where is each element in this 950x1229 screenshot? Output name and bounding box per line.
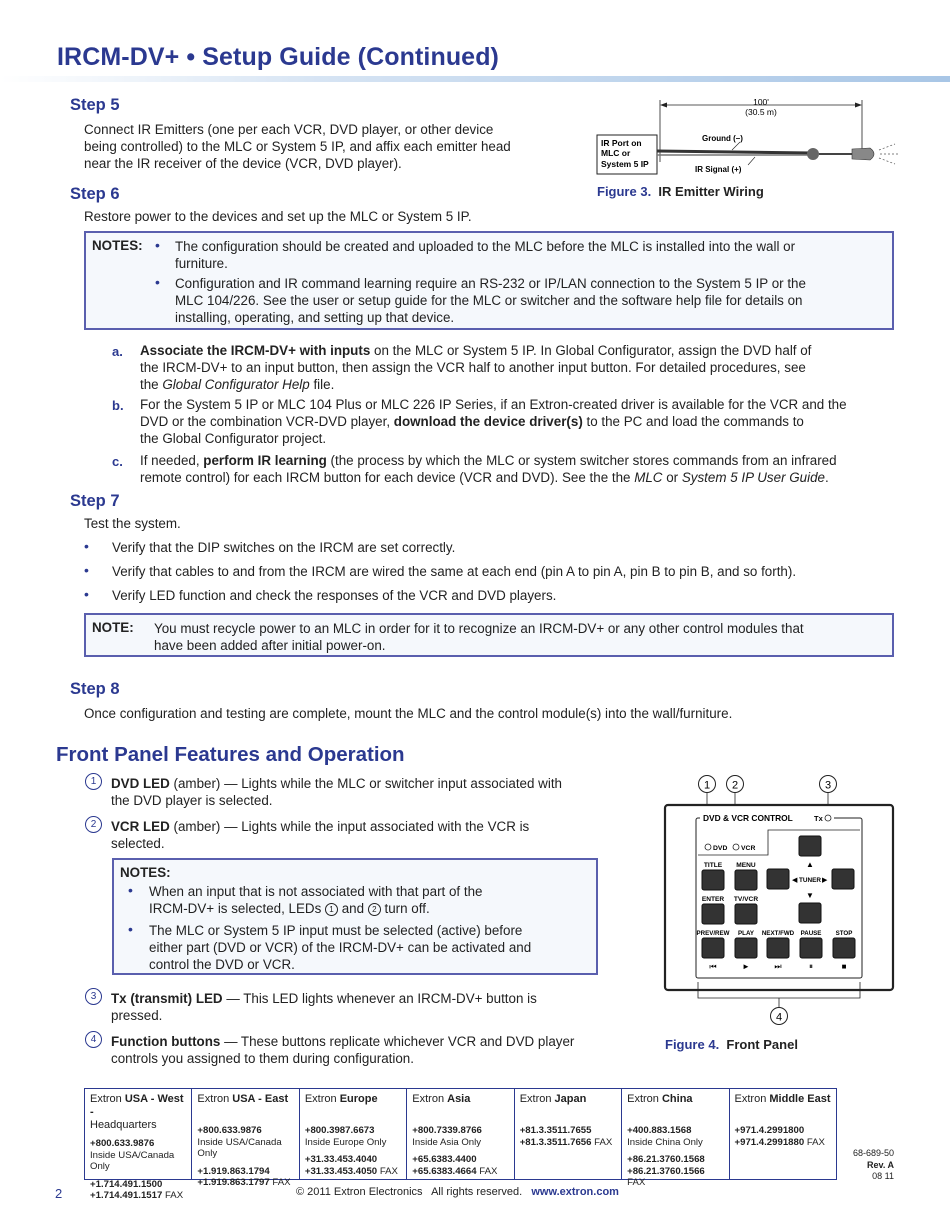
fax-label: FAX [627, 1177, 646, 1188]
step6-heading: Step 6 [70, 185, 120, 203]
item4-line: controls you assigned to them during configuration. [111, 1051, 414, 1066]
note-line: MLC 104/226. See the user or setup guide for the MLC or switcher and the software help file for details on [175, 293, 803, 308]
note-line: installing, operating, and setting up that device. [175, 310, 455, 325]
office-fax: +1.714.491.1517 [90, 1190, 163, 1201]
substep-a-line: the IRCM-DV+ to an input button, then assign the VCR half to another input button. For detailed procedures, see [140, 360, 806, 375]
item4-text [111, 1033, 574, 1067]
substep-b-text [140, 396, 847, 447]
note-line: The configuration should be created and uploaded to the MLC before the MLC is installed into the wall or [175, 239, 796, 254]
ir-signal-label: IR Signal (+) [695, 165, 742, 174]
front-notes-box [112, 858, 598, 975]
step5-text [84, 121, 511, 172]
item3-text [111, 990, 537, 1024]
step6-text: Restore power to the devices and set up the MLC or System 5 IP. [84, 209, 472, 224]
fax-label: FAX [594, 1136, 613, 1148]
front-note-line: IRCM-DV+ is selected, LEDs [149, 901, 325, 916]
figure4-caption-text: Front Panel [726, 1037, 798, 1052]
item1-line: (amber) — Lights while the MLC or switcher input associated with [169, 776, 562, 791]
office-name [520, 1093, 616, 1119]
note-line: Configuration and IR command learning require an RS-232 or IP/LAN connection to the System 5 IP or the [175, 276, 806, 291]
item2-text [111, 818, 529, 852]
substep-c-text [140, 452, 837, 486]
callout-1-label: 1 [703, 779, 711, 792]
up-arrow-icon: ▲ [806, 860, 814, 869]
prev-rew-button[interactable] [702, 938, 724, 958]
office-name [305, 1093, 401, 1119]
revision-date: 08 11 [872, 1171, 894, 1181]
office-sub: Headquarters [90, 1119, 157, 1131]
callout-1-inline-icon: 1 [325, 903, 338, 916]
office-name [735, 1093, 831, 1119]
bullet-icon: • [155, 237, 160, 253]
office-brand: Extron [627, 1093, 659, 1105]
figure4-caption [665, 1037, 798, 1052]
office-region: Japan [554, 1093, 587, 1105]
tuner-up-button[interactable] [799, 836, 821, 856]
tuner-label: TUNER [798, 877, 822, 884]
copyright [296, 1186, 619, 1198]
office-phone: +400.883.1568 [627, 1125, 692, 1136]
right-arrow-icon: ▶ [822, 877, 828, 884]
next-fwd-button[interactable] [767, 938, 789, 958]
office-region: Europe [339, 1093, 378, 1105]
substep-c-line: remote control) for each IRCM button for each device (VCR and DVD). See the the [140, 470, 635, 485]
distance-metric-label: (30.5 m) [745, 107, 777, 117]
office-phone: +65.6383.4400 [412, 1154, 477, 1165]
office-phone: +31.33.453.4040 [304, 1154, 378, 1165]
office-column [407, 1089, 514, 1179]
front-panel-heading: Front Panel Features and Operation [56, 743, 405, 766]
step7-intro: Test the system. [84, 516, 181, 531]
item3-line: — This LED lights whenever an IRCM-DV+ button is [222, 991, 537, 1006]
step5-line: being controlled) to the MLC or System 5 IP, and affix each emitter head [84, 139, 511, 154]
front-note-line: The MLC or System 5 IP input must be selected (active) before [149, 923, 523, 938]
step8-heading: Step 8 [70, 680, 120, 698]
step7-bullet: Verify LED function and check the responses of the VCR and DVD players. [112, 588, 557, 603]
substep-b-bold: download the device driver(s) [393, 414, 583, 429]
office-phone: +86.21.3760.1568 [627, 1154, 705, 1165]
front-note-item [149, 883, 482, 917]
substep-c-line: (the process by which the MLC or system switcher stores commands from an infrared [326, 453, 837, 468]
bullet-icon: • [84, 538, 89, 554]
substep-a-letter: a. [112, 344, 123, 359]
pause-icon: ⏸ [809, 962, 813, 971]
btn-label: PREV/REW [696, 930, 730, 937]
office-fax: +65.6383.4664 [412, 1165, 477, 1177]
doc-number: 68-689-50 [852, 1148, 894, 1158]
bullet-icon: • [84, 562, 89, 578]
item3-bold: Tx (transmit) LED [111, 991, 223, 1006]
copyright-text: © 2011 Extron Electronics All rights reserved. [296, 1186, 523, 1198]
vcr-led-icon [733, 844, 739, 850]
emitter-bulb-icon [807, 148, 819, 160]
step5-line: near the IR receiver of the device (VCR, DVD player). [84, 156, 402, 171]
figure3-caption-text: IR Emitter Wiring [658, 184, 764, 199]
tx-label: Tx [814, 814, 823, 823]
title-rule [0, 76, 950, 82]
office-name [90, 1093, 186, 1132]
office-phone: +81.3.3511.7655 [519, 1125, 592, 1136]
office-column [622, 1089, 729, 1188]
substep-a-line: the [140, 377, 163, 392]
note-item [175, 238, 795, 272]
substep-a-italic: Global Configurator Help [162, 377, 310, 392]
callout-2-inline-icon: 2 [368, 903, 381, 916]
note-line: furniture. [175, 256, 228, 271]
step7-heading: Step 7 [70, 492, 120, 510]
note-text [154, 620, 804, 654]
figure3-caption-label: Figure 3. [597, 184, 652, 199]
office-column [515, 1089, 622, 1179]
office-region: Middle East [769, 1093, 831, 1105]
office-phone-note: Inside USA/Canada Only [90, 1149, 175, 1172]
btn-label: PAUSE [800, 930, 822, 937]
office-region: Asia [447, 1093, 471, 1105]
item2-line: selected. [111, 836, 165, 851]
step7-bullet: Verify that the DIP switches on the IRCM are set correctly. [112, 540, 456, 555]
stop-button[interactable] [833, 938, 855, 958]
front-note-item [149, 922, 531, 973]
item2-line: (amber) — Lights while the input associated with the VCR is [169, 819, 530, 834]
btn-label: TITLE [703, 862, 723, 869]
office-region: USA - East [232, 1093, 289, 1105]
port-label-line: IR Port on [601, 138, 642, 148]
prev-rew-icon: ⏮ [709, 962, 717, 971]
office-phone: +800.633.9876 [197, 1125, 262, 1136]
front-note-line: turn off. [380, 901, 430, 916]
btn-label: TV/VCR [733, 896, 759, 903]
bullet-icon: • [128, 921, 133, 937]
front-notes-label: NOTES: [120, 865, 171, 880]
next-fwd-icon: ⏭ [774, 962, 782, 971]
note-box [84, 613, 894, 657]
play-icon: ► [742, 962, 750, 971]
substep-c-bold: perform IR learning [203, 453, 327, 468]
emitter-head-icon [852, 148, 874, 160]
office-phone: +971.4.2991800 [734, 1125, 805, 1136]
btn-label: STOP [835, 930, 853, 937]
fax-label: FAX [272, 1177, 291, 1188]
step8-text: Once configuration and testing are complete, mount the MLC and the control module(s) into the wall/furniture. [84, 706, 733, 721]
item4-bold: Function buttons [111, 1034, 221, 1049]
tuner-right-button[interactable] [832, 869, 854, 889]
office-column [192, 1089, 299, 1188]
office-phone-note: Inside Asia Only [412, 1136, 482, 1148]
office-phone: +1.919.863.1794 [197, 1165, 270, 1177]
office-name [412, 1093, 508, 1119]
tuner-left-button[interactable] [767, 869, 789, 889]
ground-label: Ground (–) [702, 134, 743, 143]
figure4-caption-label: Figure 4. [665, 1037, 720, 1052]
office-fax: +81.3.3511.7656 [519, 1136, 592, 1148]
front-note-line: control the DVD or VCR. [149, 957, 295, 972]
office-phone: +800.3987.6673 [304, 1125, 375, 1136]
office-column [300, 1089, 407, 1179]
bullet-icon: • [128, 882, 133, 898]
office-fax: +1.919.863.1797 [197, 1177, 270, 1188]
item2-bold: VCR LED [111, 819, 170, 834]
substep-b-letter: b. [112, 398, 124, 413]
btn-label: ENTER [701, 896, 725, 903]
vcr-led-label: VCR [741, 845, 756, 852]
tv-vcr-button[interactable] [735, 904, 757, 924]
office-fax: +971.4.2991880 [734, 1136, 805, 1148]
ir-emitter-wiring-diagram [590, 92, 910, 182]
office-name [627, 1093, 723, 1119]
revision: Rev. A [866, 1160, 894, 1170]
office-phone: +800.7339.8766 [412, 1125, 482, 1136]
office-column [730, 1089, 836, 1179]
substep-a-line: on the MLC or System 5 IP. In Global Configurator, assign the DVD half of [370, 343, 812, 358]
bullet-icon: • [155, 274, 160, 290]
figure3-caption [597, 184, 764, 199]
btn-label: NEXT/FWD [761, 930, 795, 937]
callout-4-label: 4 [775, 1011, 783, 1024]
bullet-icon: • [84, 586, 89, 602]
front-note-line: When an input that is not associated with that part of the [149, 884, 483, 899]
office-column [85, 1089, 192, 1201]
substep-b-line: DVD or the combination VCR-DVD player, [140, 414, 394, 429]
page-title: IRCM-DV+ • Setup Guide (Continued) [57, 43, 499, 71]
callout-1-icon: 1 [85, 773, 102, 790]
substep-b-line: For the System 5 IP or MLC 104 Plus or MLC 226 IP Series, if an Extron-created driver is available for the VCR and the [140, 397, 847, 412]
substep-c-italic: System 5 IP User Guide [681, 470, 825, 485]
office-region: USA - West - [90, 1093, 184, 1118]
play-button[interactable] [735, 938, 757, 958]
office-phone: +800.633.9876 [90, 1138, 155, 1149]
item4-line: — These buttons replicate whichever VCR and DVD player [220, 1034, 575, 1049]
item1-bold: DVD LED [111, 776, 170, 791]
step7-bullet: Verify that cables to and from the IRCM are wired the same at each end (pin A to pin A, pin B to pin B, and so forth). [112, 564, 797, 579]
office-phone: +1.714.491.1500 [90, 1178, 163, 1190]
substep-a-text [140, 342, 811, 393]
panel-title: DVD & VCR CONTROL [703, 813, 793, 823]
item1-line: the DVD player is selected. [111, 793, 273, 808]
office-phone-note: Inside Europe Only [304, 1136, 387, 1148]
distance-label: 100' [753, 97, 769, 107]
step5-line: Connect IR Emitters (one per each VCR, DVD player, or other device [84, 122, 494, 137]
callout-2-icon: 2 [85, 816, 102, 833]
note-item [175, 275, 806, 326]
office-brand: Extron [197, 1093, 230, 1105]
notes-label: NOTES: [92, 238, 143, 253]
substep-a-bold: Associate the IRCM-DV+ with inputs [140, 343, 371, 358]
office-fax: +86.21.3760.1566 [627, 1165, 705, 1177]
substep-c-line: or [662, 470, 682, 485]
fax-label: FAX [379, 1165, 398, 1177]
menu-button[interactable] [735, 870, 757, 890]
callout-2-label: 2 [731, 779, 739, 792]
item1-text [111, 775, 562, 809]
callout-3-icon: 3 [85, 988, 102, 1005]
notes-box [84, 231, 894, 330]
page-number: 2 [55, 1186, 63, 1201]
substep-c-letter: c. [112, 454, 123, 469]
office-brand: Extron [412, 1093, 445, 1105]
fax-label: FAX [479, 1165, 498, 1177]
substep-c-line: . [824, 470, 829, 485]
extron-website-link[interactable]: www.extron.com [531, 1186, 619, 1198]
left-arrow-icon: ◀ [792, 877, 798, 884]
callout-4-icon: 4 [85, 1031, 102, 1048]
substep-c-italic: MLC [634, 470, 663, 485]
substep-a-line: file. [309, 377, 335, 392]
note-line: have been added after initial power-on. [154, 638, 386, 653]
office-brand: Extron [304, 1093, 337, 1105]
office-name [197, 1093, 293, 1119]
substep-b-line: to the PC and load the commands to [582, 414, 804, 429]
note-label: NOTE: [92, 620, 134, 635]
callout-3-label: 3 [824, 779, 832, 792]
pause-button[interactable] [800, 938, 822, 958]
front-panel-diagram [660, 770, 900, 1032]
dvd-led-label: DVD [713, 845, 728, 852]
title-button[interactable] [702, 870, 724, 890]
substep-c-line: If needed, [140, 453, 204, 468]
stop-icon: ■ [841, 962, 847, 971]
office-brand: Extron [734, 1093, 767, 1105]
office-fax: +31.33.453.4050 [304, 1165, 378, 1177]
fax-label: FAX [164, 1190, 184, 1201]
step5-heading: Step 5 [70, 96, 120, 114]
office-brand: Extron [519, 1093, 552, 1105]
item3-line: pressed. [111, 1008, 163, 1023]
office-brand: Extron [90, 1093, 122, 1105]
port-label-line: System 5 IP [601, 159, 649, 169]
dvd-led-icon [705, 844, 711, 850]
front-note-line: and [338, 901, 368, 916]
office-region: China [661, 1093, 693, 1105]
tx-led-icon [825, 815, 831, 821]
enter-button[interactable] [702, 904, 724, 924]
port-label-line: MLC or [601, 148, 631, 158]
tuner-down-button[interactable] [799, 903, 821, 923]
substep-b-line: the Global Configurator project. [140, 431, 327, 446]
fax-label: FAX [806, 1136, 825, 1148]
btn-label: MENU [736, 862, 756, 869]
btn-label: PLAY [738, 930, 754, 937]
down-arrow-icon: ▼ [806, 891, 814, 900]
front-note-line: either part (DVD or VCR) of the IRCM-DV+ can be activated and [149, 940, 532, 955]
office-phone-note: Inside USA/Canada Only [197, 1136, 282, 1159]
office-phone-note: Inside China Only [627, 1136, 703, 1148]
note-line: You must recycle power to an MLC in order for it to recognize an IRCM-DV+ or any other control modules that [154, 621, 804, 636]
